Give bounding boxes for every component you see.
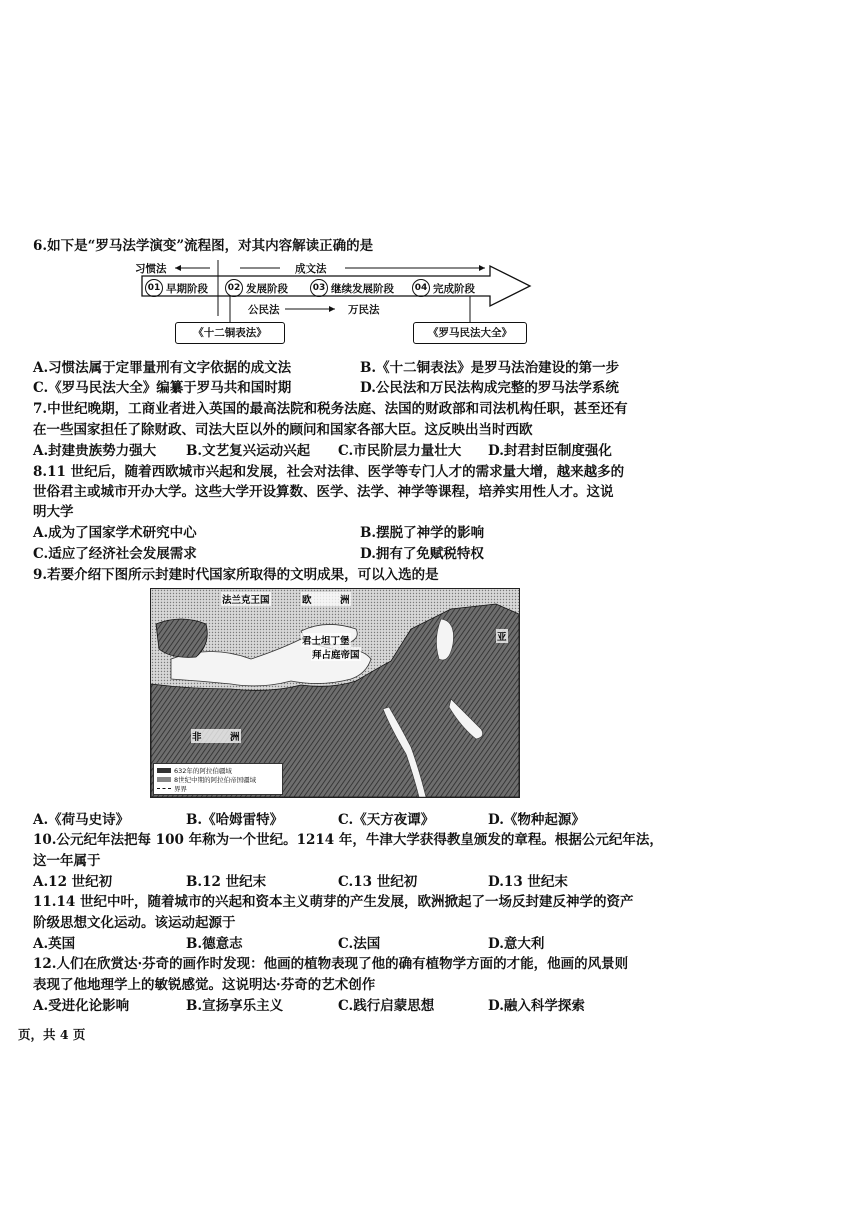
customary-law-label: 习惯法 <box>135 263 167 275</box>
map-label-europe: 欧 洲 <box>301 592 351 606</box>
q6-option-c: C.《罗马民法大全》编纂于罗马共和国时期 <box>33 380 292 396</box>
q8-option-a: A.成为了国家学术研究中心 <box>33 525 197 541</box>
arab-empire-map <box>150 588 520 798</box>
legend-row-8th <box>157 775 256 784</box>
q11-stem-line-1: 11.14 世纪中叶，随着城市的兴起和资本主义萌芽的产生发展，欧洲掀起了一场反封建反神学的资产 <box>33 894 634 910</box>
q8-stem-line-1: 8.11 世纪后，随着西欧城市兴起和发展，社会对法律、医学等专门人才的需求量大增，越来越多的 <box>33 464 625 480</box>
q12-option-a: A.受进化论影响 <box>33 998 130 1014</box>
stage-03 <box>310 279 394 297</box>
page-footer: 页，共 4 页 <box>18 1027 86 1042</box>
stage-number-04: 04 <box>412 279 430 297</box>
stage-number-01: 01 <box>145 279 163 297</box>
stage-label-04: 完成阶段 <box>433 282 475 295</box>
map-label-byzantium: 拜占庭帝国 <box>311 647 361 661</box>
stage-number-02: 02 <box>225 279 243 297</box>
civil-law-label: 公民法 <box>248 304 280 316</box>
legend-row-border <box>157 784 187 793</box>
q8-option-c: C.适应了经济社会发展需求 <box>33 546 197 562</box>
q8-stem-line-3: 明大学 <box>33 504 74 520</box>
q8-option-d: D.拥有了免赋税特权 <box>360 546 484 562</box>
law-of-nations-label: 万民法 <box>348 304 380 316</box>
q9-option-b: B.《哈姆雷特》 <box>186 812 284 828</box>
written-law-label: 成文法 <box>295 263 327 275</box>
roman-law-flowchart <box>135 258 540 348</box>
q11-option-d: D.意大利 <box>488 936 545 952</box>
legend-text-632: 632年的阿拉伯疆域 <box>174 767 232 775</box>
q9-option-c: C.《天方夜谭》 <box>338 812 435 828</box>
q6-stem: 6.如下是“罗马法学演变”流程图，对其内容解读正确的是 <box>33 238 374 254</box>
twelve-tables-box: 《十二铜表法》 <box>175 322 285 344</box>
q7-option-b: B.文艺复兴运动兴起 <box>186 443 311 459</box>
stage-label-03: 继续发展阶段 <box>331 282 394 295</box>
q12-option-c: C.践行启蒙思想 <box>338 998 435 1014</box>
q11-option-a: A.英国 <box>33 936 76 952</box>
q10-option-a: A.12 世纪初 <box>33 874 113 890</box>
legend-swatch-border <box>157 788 171 789</box>
stage-number-03: 03 <box>310 279 328 297</box>
q7-option-d: D.封君封臣制度强化 <box>488 443 612 459</box>
q8-stem-line-2: 世俗君主或城市开办大学。这些大学开设算数、医学、法学、神学等课程，培养实用性人才。这说 <box>33 484 614 500</box>
q6-option-d: D.公民法和万民法构成完整的罗马法学系统 <box>360 380 619 396</box>
q12-option-d: D.融入科学探索 <box>488 998 585 1014</box>
q12-stem-line-1: 12.人们在欣赏达·芬奇的画作时发现：他画的植物表现了他的确有植物学方面的才能，他画的风景则 <box>33 956 629 972</box>
q11-option-b: B.德意志 <box>186 936 243 952</box>
q8-option-b: B.摆脱了神学的影响 <box>360 525 485 541</box>
legend-text-8th: 8世纪中期的阿拉伯帝国疆域 <box>174 776 257 784</box>
legend-text-border: 界界 <box>174 785 187 793</box>
q11-option-c: C.法国 <box>338 936 381 952</box>
map-label-africa: 非 洲 <box>191 729 241 743</box>
q7-stem-line-2: 在一些国家担任了除财政、司法大臣以外的顾问和国家各部大臣。这反映出当时西欧 <box>33 422 533 438</box>
q9-option-a: A.《荷马史诗》 <box>33 812 130 828</box>
corpus-box: 《罗马民法大全》 <box>413 322 527 344</box>
q6-option-a: A.习惯法属于定罪量刑有文字依据的成文法 <box>33 360 292 376</box>
q9-stem: 9.若要介绍下图所示封建时代国家所取得的文明成果，可以入选的是 <box>33 567 439 583</box>
q10-stem-line-1: 10.公元纪年法把每 100 年称为一个世纪。1214 年，牛津大学获得教皇颁发的章程。根据公元纪年法， <box>33 832 663 848</box>
q12-stem-line-2: 表现了他地理学上的敏锐感觉。这说明达·芬奇的艺术创作 <box>33 977 376 993</box>
map-label-constantinople: 君士坦丁堡 <box>301 633 351 647</box>
q9-option-d: D.《物种起源》 <box>488 812 585 828</box>
q11-stem-line-2: 阶级思想文化运动。该运动起源于 <box>33 915 236 931</box>
q10-option-b: B.12 世纪末 <box>186 874 267 890</box>
q12-option-b: B.宣扬享乐主义 <box>186 998 284 1014</box>
q7-stem-line-1: 7.中世纪晚期，工商业者进入英国的最高法院和税务法庭、法国的财政部和司法机构任职，甚至还有 <box>33 401 628 417</box>
map-label-asia: 亚 <box>496 629 508 643</box>
q10-option-d: D.13 世纪末 <box>488 874 568 890</box>
q7-option-c: C.市民阶层力量壮大 <box>338 443 462 459</box>
stage-04 <box>412 279 475 297</box>
stage-label-01: 早期阶段 <box>166 282 208 295</box>
stage-01 <box>145 279 208 297</box>
map-legend <box>153 763 283 795</box>
stage-02 <box>225 279 288 297</box>
map-label-frankish: 法兰克王国 <box>221 592 271 606</box>
q6-option-b: B.《十二铜表法》是罗马法治建设的第一步 <box>360 360 620 376</box>
q10-option-c: C.13 世纪初 <box>338 874 418 890</box>
q10-stem-line-2: 这一年属于 <box>33 853 101 869</box>
legend-row-632 <box>157 766 232 775</box>
legend-swatch-632 <box>157 768 171 773</box>
q7-option-a: A.封建贵族势力强大 <box>33 443 157 459</box>
stage-label-02: 发展阶段 <box>246 282 288 295</box>
legend-swatch-8th <box>157 777 171 782</box>
